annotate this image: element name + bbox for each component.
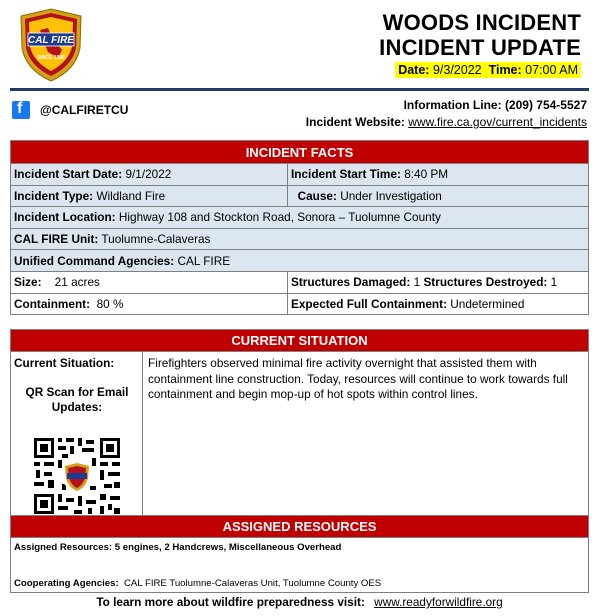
footer-link[interactable]: www.readyforwildfire.org [374, 595, 503, 609]
situation-label: Current Situation: [14, 356, 115, 370]
website-link[interactable]: www.fire.ca.gov/current_incidents [408, 115, 587, 129]
unit-label: CAL FIRE Unit: [14, 232, 99, 247]
start-time-label: Incident Start Time: [291, 167, 401, 182]
expected-label: Expected Full Containment: [291, 296, 447, 311]
situation-header: CURRENT SITUATION [11, 330, 588, 352]
coop-label: Cooperating Agencies: [14, 578, 119, 589]
date-value: 9/3/2022 [432, 63, 482, 77]
info-line [306, 97, 587, 114]
update-title: INCIDENT UPDATE [379, 35, 581, 60]
resources-body [11, 538, 588, 592]
info-line-value: (209) 754-5527 [504, 98, 587, 112]
date-label: Date: [398, 63, 430, 77]
assigned-resources: Assigned Resources: 5 engines, 2 Handcrews, Miscellaneous Overhead [14, 542, 342, 553]
ucmd-value: CAL FIRE [177, 253, 231, 268]
location-label: Incident Location: [14, 210, 116, 225]
qr-label-line1: QR Scan for Email [25, 385, 129, 399]
damaged-value: 1 [413, 275, 421, 290]
table-row [11, 164, 589, 186]
social-block [12, 100, 128, 120]
unit-value: Tuolumne-Calaveras [101, 232, 211, 247]
table-row [11, 271, 589, 293]
qr-label [11, 385, 143, 415]
coop-value: CAL FIRE Tuolumne-Calaveras Unit, Tuolumne County OES [124, 578, 382, 589]
resources-header: ASSIGNED RESOURCES [11, 516, 588, 538]
cause-label: Cause: [297, 188, 337, 203]
info-block [306, 97, 587, 131]
time-value: 07:00 AM [525, 63, 578, 77]
start-date-label: Incident Start Date: [14, 167, 123, 182]
cooperating-agencies [14, 578, 381, 589]
size-label: Size: [14, 275, 42, 290]
table-row [11, 250, 589, 272]
damaged-label: Structures Damaged: [291, 275, 411, 290]
cause-value: Under Investigation [340, 188, 442, 203]
start-date-value: 9/1/2022 [125, 167, 172, 182]
destroyed-value: 1 [550, 275, 558, 290]
footer [0, 595, 599, 609]
containment-label: Containment: [14, 296, 91, 311]
header-divider [10, 88, 589, 91]
destroyed-label: Structures Destroyed: [423, 275, 548, 290]
header [0, 0, 599, 88]
situation-text: Firefighters observed minimal fire activity overnight that assisted them with containment line construction. Today, resources will continue to work towards full containment and begin mop-up of hot spots within control lines. [148, 356, 568, 401]
title-block [379, 10, 581, 79]
situation-body [11, 352, 588, 516]
website-label: Incident Website: [305, 115, 405, 129]
situation-section [10, 329, 589, 593]
type-label: Incident Type: [14, 188, 94, 203]
table-row [11, 293, 589, 315]
type-value: Wildland Fire [96, 188, 166, 203]
containment-value: 80 % [96, 296, 124, 311]
size-value: 21 acres [54, 275, 100, 290]
table-row [11, 185, 589, 207]
qr-code-icon[interactable] [34, 438, 120, 514]
website-line [306, 114, 587, 131]
qr-logo-band [67, 473, 87, 479]
time-label: Time: [488, 63, 522, 77]
facebook-icon[interactable] [12, 101, 30, 119]
info-line-label: Information Line: [403, 98, 502, 112]
date-time-line [395, 62, 581, 78]
qr-label-line2: Updates: [51, 400, 103, 414]
start-time-value: 8:40 PM [404, 167, 449, 182]
table-row [11, 207, 589, 229]
facts-header-row [11, 141, 589, 164]
incident-title: WOODS INCIDENT [382, 10, 581, 35]
incident-facts-table [10, 140, 589, 315]
location-value: Highway 108 and Stockton Road, Sonora – Tuolumne County [118, 210, 441, 225]
cal-fire-logo [18, 8, 84, 82]
logo-text: CAL FIRE [28, 35, 74, 46]
facts-header: INCIDENT FACTS [11, 141, 589, 164]
table-row [11, 228, 589, 250]
ucmd-label: Unified Command Agencies: [14, 253, 175, 268]
social-handle[interactable]: @CALFIRETCU [40, 103, 129, 117]
situation-left-panel [11, 352, 143, 516]
expected-value: Undetermined [450, 296, 525, 311]
logo-subtext: SINCE 1885 [37, 55, 65, 61]
footer-text: To learn more about wildfire preparedness visit: [96, 595, 365, 609]
